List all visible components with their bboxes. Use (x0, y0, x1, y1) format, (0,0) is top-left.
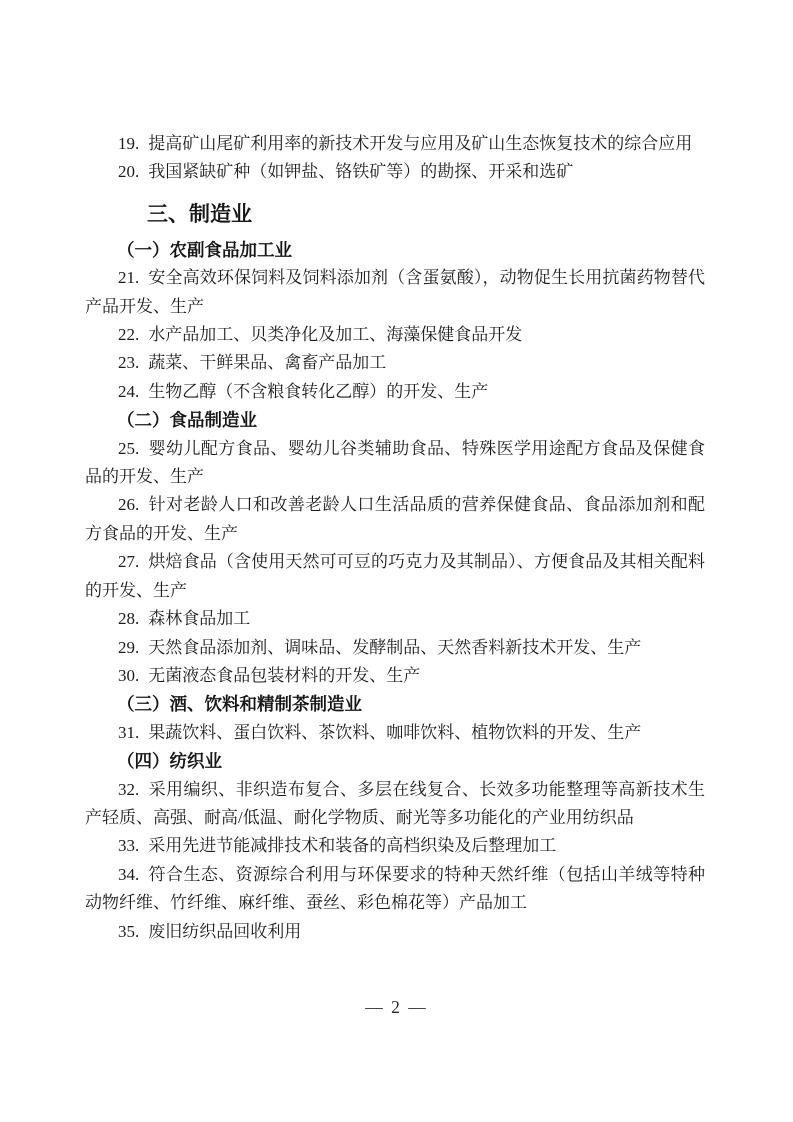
section-heading-manufacturing: 三、制造业 (147, 202, 252, 226)
item-text: 果蔬饮料、蛋白饮料、茶饮料、咖啡饮料、植物饮料的开发、生产 (148, 722, 642, 742)
item-text: 针对老龄人口和改善老龄人口生活品质的营养保健食品、食品添加剂和配方食品的开发、生产 (85, 495, 705, 543)
document-content (85, 130, 705, 946)
item-text: 废旧纺织品回收利用 (148, 921, 302, 941)
catalog-item (85, 918, 705, 946)
subsection-heading-beverage-tea: （三）酒、饮料和精制茶制造业 (117, 694, 362, 715)
catalog-item (85, 719, 705, 747)
item-text: 采用编织、非织造布复合、多层在线复合、长效多功能整理等高新技术生产轻质、高强、耐高/低温、耐化学物质、耐光等多功能化的产业用纺织品 (85, 779, 705, 827)
item-text: 采用先进节能减排技术和装备的高档织染及后整理加工 (148, 836, 557, 856)
item-number: 27. (118, 552, 140, 572)
item-text: 水产品加工、贝类净化及加工、海藻保健食品开发 (148, 325, 523, 345)
item-text: 符合生态、资源综合利用与环保要求的特种天然纤维（包括山羊绒等特种动物纤维、竹纤维、麻纤维、蚕丝、彩色棉花等）产品加工 (85, 864, 705, 913)
catalog-item (85, 662, 705, 690)
item-number: 19. (118, 134, 140, 153)
item-text: 森林食品加工 (148, 609, 251, 629)
catalog-item (85, 776, 705, 833)
catalog-item (85, 548, 705, 605)
item-text: 蔬菜、干鲜果品、禽畜产品加工 (148, 353, 387, 373)
subsection-heading-textile: （四）纺织业 (117, 751, 222, 772)
catalog-item (85, 130, 705, 158)
catalog-item (85, 264, 705, 321)
catalog-item (85, 378, 705, 406)
item-number: 20. (118, 162, 140, 182)
catalog-item (85, 491, 705, 548)
item-number: 21. (118, 268, 140, 288)
item-text: 我国紧缺矿种（如钾盐、铬铁矿等）的勘探、开采和选矿 (148, 162, 574, 182)
item-number: 23. (118, 353, 140, 373)
item-number: 22. (118, 325, 140, 345)
item-text: 提高矿山尾矿利用率的新技术开发与应用及矿山生态恢复技术的综合应用 (148, 134, 693, 153)
item-number: 24. (118, 381, 140, 401)
item-number: 28. (118, 609, 140, 629)
item-number: 34. (118, 864, 140, 884)
item-number: 31. (118, 722, 140, 742)
item-text: 安全高效环保饲料及饲料添加剂（含蛋氨酸），动物促生长用抗菌药物替代产品开发、生产 (85, 268, 705, 316)
item-number: 30. (118, 665, 140, 685)
item-text: 婴幼儿配方食品、婴幼儿谷类辅助食品、特殊医学用途配方食品及保健食品的开发、生产 (85, 438, 705, 487)
item-text: 天然食品添加剂、调味品、发酵制品、天然香料新技术开发、生产 (148, 637, 642, 657)
item-number: 33. (118, 836, 140, 856)
catalog-item (85, 321, 705, 349)
item-number: 25. (118, 438, 140, 458)
catalog-item (85, 832, 705, 860)
item-number: 29. (118, 637, 140, 657)
catalog-item (85, 634, 705, 662)
catalog-item (85, 349, 705, 377)
item-number: 35. (118, 921, 140, 941)
catalog-item (85, 158, 705, 186)
item-number: 32. (118, 779, 140, 799)
item-text: 生物乙醇（不含粮食转化乙醇）的开发、生产 (148, 381, 489, 401)
item-text: 无菌液态食品包装材料的开发、生产 (148, 665, 421, 685)
page-number: — 2 — (365, 997, 428, 1017)
item-text: 烘焙食品（含使用天然可可豆的巧克力及其制品）、方便食品及其相关配料的开发、生产 (85, 552, 705, 600)
item-number: 26. (118, 495, 140, 515)
subsection-heading-food-manufacturing: （二）食品制造业 (117, 410, 257, 431)
catalog-item (85, 605, 705, 633)
catalog-item (85, 861, 705, 918)
subsection-heading-agro-food-processing: （一）农副食品加工业 (117, 239, 292, 260)
catalog-item (85, 435, 705, 492)
